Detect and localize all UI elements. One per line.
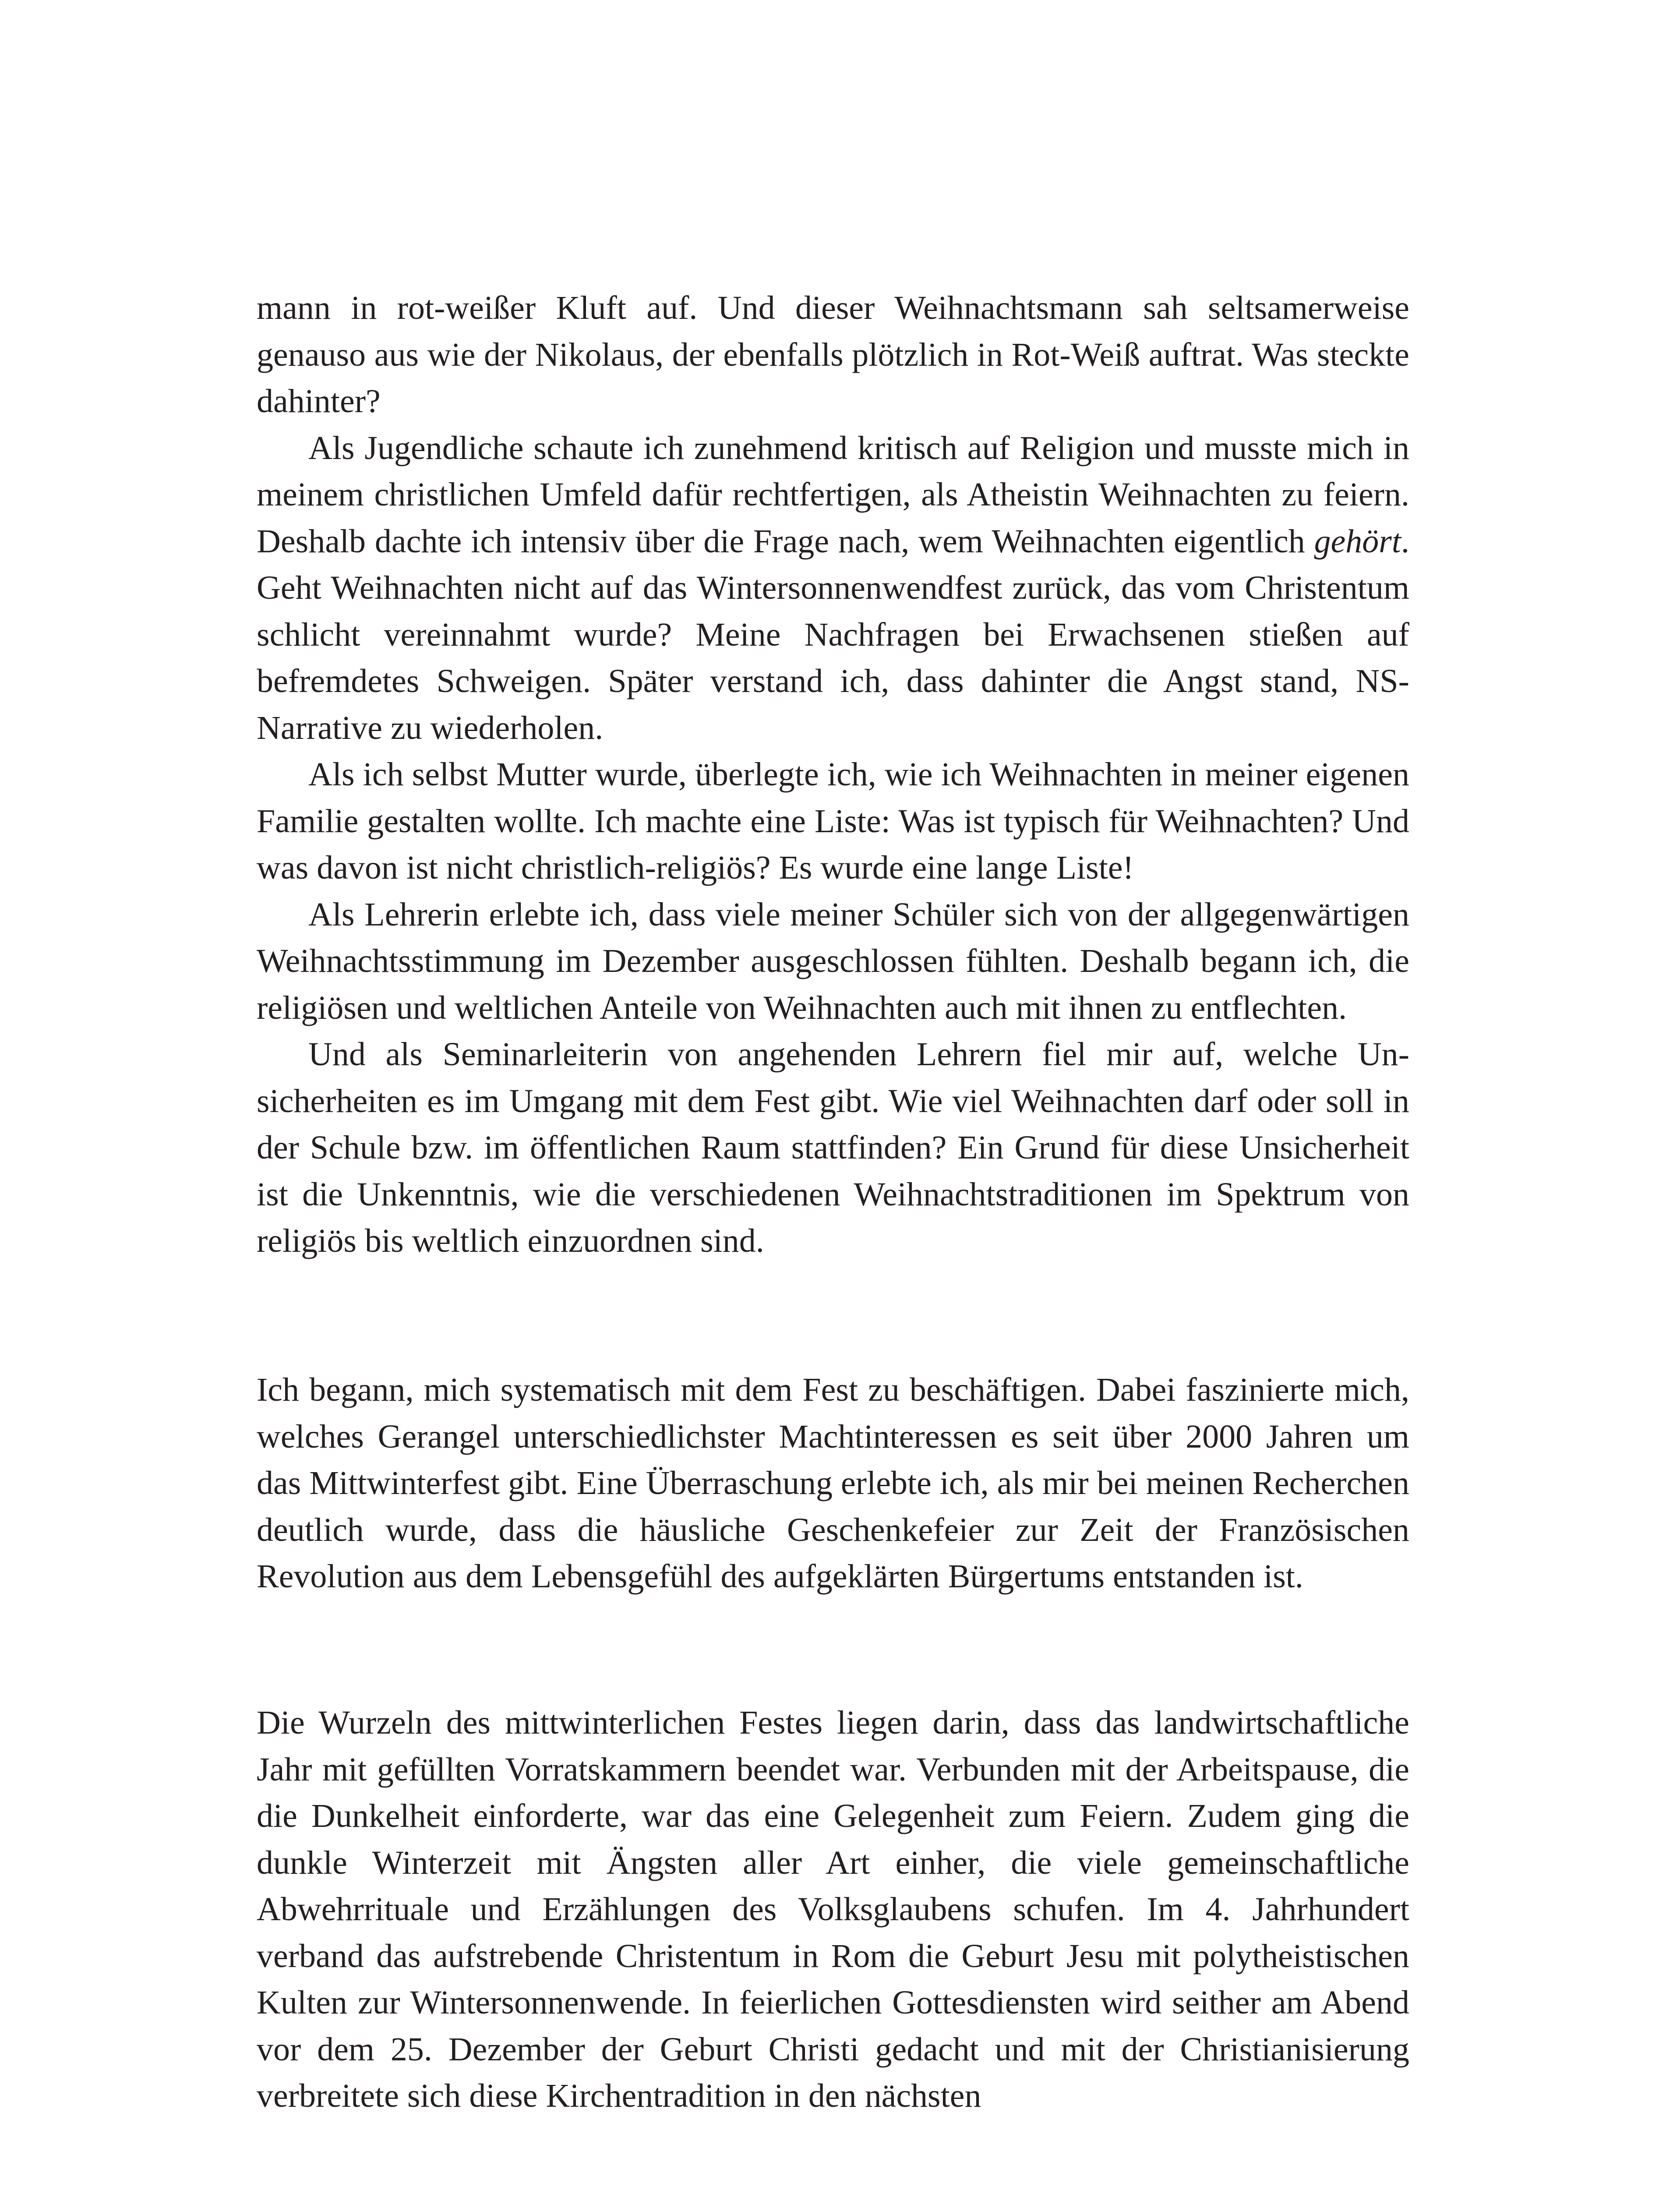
- paragraph: [257, 425, 1409, 752]
- paragraph: Als ich selbst Mutter wurde, überlegte ich, wie ich Weihnachten in meiner eigenen Familie gestalten wollte. Ich machte eine Liste: Was ist typisch für Weihnachten? Und was davon ist nicht christlich-religiös? Es wurde eine lange Liste!: [257, 756, 1409, 886]
- paragraph: Ich begann, mich systematisch mit dem Fest zu beschäftigen. Dabei faszinierte mich, welches Gerangel unterschiedlichster Machtinteressen es seit über 2000 Jahren um das Mittwinterfest gibt. Eine Überraschung erlebte ich, als mir bei meinen Recherchen deutlich wurde, dass die häusliche Geschenkefeier zur Zeit der Französischen Revolution aus dem Lebensgefühl des aufgeklärten Bürgertums entstanden ist.: [257, 1371, 1409, 1595]
- text-block-research: [257, 1367, 1409, 1600]
- paragraph: Die Wurzeln des mittwinterlichen Festes liegen darin, dass das landwirtschaftliche Jahr mit gefüllten Vorratskammern beendet war. Verbunden mit der Arbeitspause, die die Dunkelheit einforderte, war das eine Gelegenheit zum Feiern. Zudem ging die dunkle Winterzeit mit Ängsten aller Art einher, die viele gemeinschaftliche Abwehrrituale und Erzählungen des Volksglaubens schufen. Im 4. Jahrhundert verband das aufstrebende Christentum in Rom die Geburt Jesu mit polytheistischen Kulten zur Wintersonnenwende. In feierlichen Gottesdiensten wird seither am Abend vor dem 25. Dezember der Geburt Christi gedacht und mit der Christianisierung verbreitete sich diese Kirchentradition in den nächsten: [257, 1704, 1409, 2114]
- paragraph: Als Lehrerin erlebte ich, dass viele meiner Schüler sich von der allgegenwärtigen Weihnachtsstimmung im Dezember ausgeschlossen fühlten. Deshalb begann ich, die religiösen und weltlichen Anteile von Weihnachten auch mit ihnen zu entflechten.: [257, 896, 1409, 1026]
- paragraph: Und als Seminarleiterin von angehenden Lehrern fiel mir auf, welche Unsicherheiten es im Umgang mit dem Fest gibt. Wie viel Weihnachten darf oder soll in der Schule bzw. im öffentlichen Raum stattfinden? Ein Grund für diese Unsicherheit ist die Unkenntnis, wie die verschiedenen Weihnachtstraditionen im Spektrum von religiös bis weltlich einzuordnen sind.: [257, 1036, 1409, 1259]
- paragraph: mann in rot-weißer Kluft auf. Und dieser Weihnachtsmann sah seltsamerweise genauso aus wie der Nikolaus, der ebenfalls plötzlich in Rot-Weiß auftrat. Was steckte dahinter?: [257, 290, 1409, 420]
- text-block-continuation: [257, 285, 1409, 1265]
- paragraph-text: . Geht Weihnachten nicht auf das Wintersonnenwendfest zurück, das vom Christentum schlicht vereinnahmt wurde? Meine Nachfragen bei Erwachsenen stießen auf befremdetes Schweigen. Später verstand ich, dass dahinter die Angst stand, NS-Narrative zu wiederholen.: [257, 523, 1409, 746]
- emphasis-text: gehört: [1314, 523, 1401, 560]
- text-block-roots: [257, 1699, 1409, 2119]
- paragraph-text: Als Jugendliche schaute ich zunehmend kritisch auf Religion und musste mich in meinem christlichen Umfeld dafür rechtfertigen, als Atheistin Weihnachten zu feiern. Deshalb dachte ich intensiv über die Frage nach, wem Weihnachten eigentlich: [257, 429, 1409, 560]
